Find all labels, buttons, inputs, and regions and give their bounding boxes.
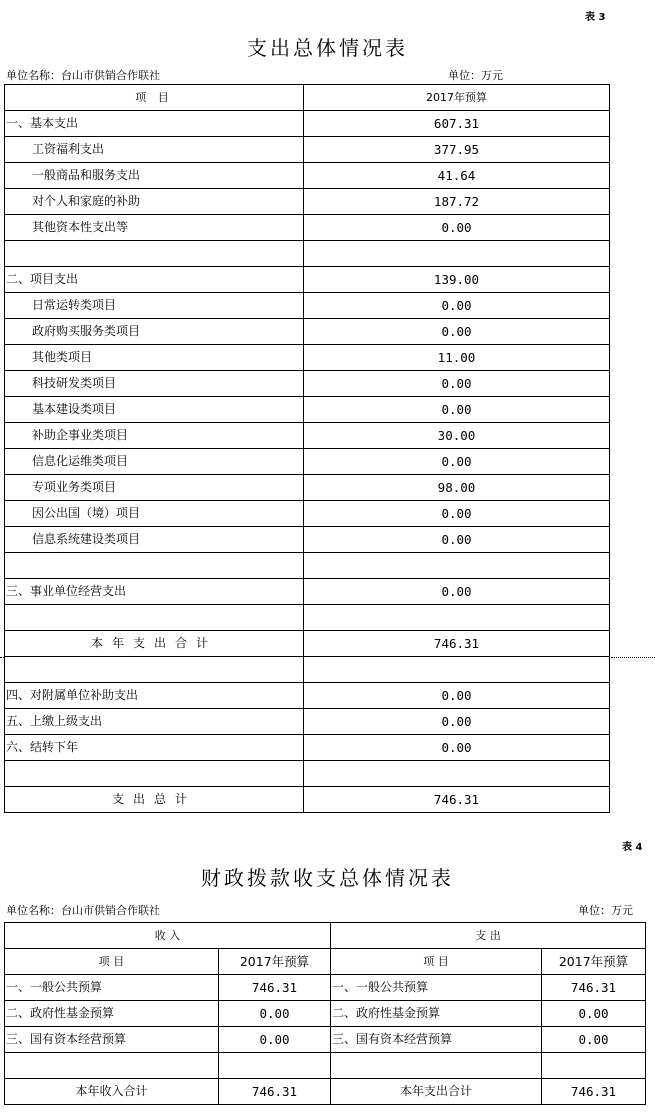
table4-row-expense-value: 0.00 (542, 1027, 646, 1053)
table3-row (5, 475, 610, 501)
table4-row-income: 二、政府性基金预算 (5, 1001, 219, 1027)
table4-expense-header: 支 出 (331, 923, 646, 949)
table3-unit: 单位：万元 (448, 69, 503, 82)
dotted-line-left (0, 657, 4, 658)
table4-row-income-value (219, 1053, 331, 1079)
table4-header-row (5, 949, 646, 975)
table3-row-label: 支出总计 (5, 787, 304, 813)
table3-row-value (304, 553, 610, 579)
table3-row-value: 0.00 (304, 527, 610, 553)
table3-row (5, 683, 610, 709)
table4-unit-name: 单位名称：台山市供销合作联社 (6, 904, 160, 917)
table4-tag: 表 4 (622, 842, 643, 853)
table3-row-value: 0.00 (304, 735, 610, 761)
table4-row-income-value: 0.00 (219, 1001, 331, 1027)
table3-row-value: 30.00 (304, 423, 610, 449)
table3-row (5, 709, 610, 735)
table3-header-row (5, 85, 610, 111)
table3-tag: 表 3 (585, 12, 606, 23)
table3-row-value (304, 241, 610, 267)
table3-row (5, 111, 610, 137)
table4-row (5, 1053, 646, 1079)
table4-income-col-budget: 2017年预算 (219, 949, 331, 975)
table4-row-expense: 二、政府性基金预算 (331, 1001, 542, 1027)
table3-row-value: 41.64 (304, 163, 610, 189)
table4-expense-col-item: 项 目 (331, 949, 542, 975)
table3-row (5, 189, 610, 215)
table3-row-label: 其他类项目 (5, 345, 304, 371)
table3-row-value: 0.00 (304, 371, 610, 397)
table4-section-row (5, 923, 646, 949)
table4-income-header: 收 入 (5, 923, 331, 949)
table4-row-income: 本年收入合计 (5, 1079, 219, 1105)
table4-income-col-item: 项 目 (5, 949, 219, 975)
table3-row-label: 二、项目支出 (5, 267, 304, 293)
table3-row-value: 11.00 (304, 345, 610, 371)
table3-row (5, 371, 610, 397)
table4-row-income: 一、一般公共预算 (5, 975, 219, 1001)
table4-row-income-value: 746.31 (219, 1079, 331, 1105)
table4-row-income-value: 0.00 (219, 1027, 331, 1053)
dotted-line-right (611, 657, 655, 658)
table3-col-item: 项 目 (5, 85, 304, 111)
table3-row (5, 449, 610, 475)
table3-row (5, 293, 610, 319)
table3-row-value (304, 657, 610, 683)
table3-row-value: 98.00 (304, 475, 610, 501)
table3-row-label: 其他资本性支出等 (5, 215, 304, 241)
table3-row-label: 五、上缴上级支出 (5, 709, 304, 735)
table3-row-value: 187.72 (304, 189, 610, 215)
table3-row-label: 日常运转类项目 (5, 293, 304, 319)
table3-row-label (5, 761, 304, 787)
table4-row-expense-value: 746.31 (542, 1079, 646, 1105)
table4-expense-col-budget: 2017年预算 (542, 949, 646, 975)
table3-row-label (5, 241, 304, 267)
table4-row-expense-value: 0.00 (542, 1001, 646, 1027)
table3-row (5, 215, 610, 241)
table4-row-expense-value (542, 1053, 646, 1079)
table3-row-label: 一、基本支出 (5, 111, 304, 137)
table3-row (5, 319, 610, 345)
table4-row-expense: 三、国有资本经营预算 (331, 1027, 542, 1053)
table3-row-label: 三、事业单位经营支出 (5, 579, 304, 605)
table3-row (5, 553, 610, 579)
table4-row-expense: 本年支出合计 (331, 1079, 542, 1105)
table3-row-value: 0.00 (304, 579, 610, 605)
table4-row (5, 1027, 646, 1053)
table4 (4, 922, 646, 1105)
table3-row-label (5, 553, 304, 579)
table3-row (5, 579, 610, 605)
table3-row-value: 746.31 (304, 787, 610, 813)
table4-row-expense: 一、一般公共预算 (331, 975, 542, 1001)
table3-row (5, 735, 610, 761)
table3-row-value: 0.00 (304, 215, 610, 241)
table3-row-label: 工资福利支出 (5, 137, 304, 163)
table3-row-value: 139.00 (304, 267, 610, 293)
table3-row-label: 六、结转下年 (5, 735, 304, 761)
table3-row-label: 一般商品和服务支出 (5, 163, 304, 189)
table4-title: 财政拨款收支总体情况表 (201, 866, 454, 890)
table3-row (5, 605, 610, 631)
table3-row (5, 657, 610, 683)
table3-col-budget: 2017年预算 (304, 85, 610, 111)
table3-row-label: 补助企事业类项目 (5, 423, 304, 449)
table3-row-label: 本年支出合计 (5, 631, 304, 657)
table3-row-label: 政府购买服务类项目 (5, 319, 304, 345)
table3-row-value: 0.00 (304, 683, 610, 709)
table3-row-label: 基本建设类项目 (5, 397, 304, 423)
table4-row-expense (331, 1053, 542, 1079)
table3-row-label: 四、对附属单位补助支出 (5, 683, 304, 709)
table3-row (5, 787, 610, 813)
table4-row-income-value: 746.31 (219, 975, 331, 1001)
table3-row-value: 607.31 (304, 111, 610, 137)
table3-row-label: 专项业务类项目 (5, 475, 304, 501)
table3-row-value: 0.00 (304, 293, 610, 319)
table3-row-value: 0.00 (304, 397, 610, 423)
table3-row-value: 0.00 (304, 501, 610, 527)
table3-title: 支出总体情况表 (247, 36, 408, 60)
table3-row (5, 345, 610, 371)
table3-row (5, 163, 610, 189)
table3 (4, 84, 610, 813)
table4-row (5, 975, 646, 1001)
table3-row (5, 397, 610, 423)
table3-row-label (5, 605, 304, 631)
table3-row (5, 267, 610, 293)
table3-row-label: 信息系统建设类项目 (5, 527, 304, 553)
table3-row-label: 科技研发类项目 (5, 371, 304, 397)
table3-row-label (5, 657, 304, 683)
table3-row-label: 因公出国（境）项目 (5, 501, 304, 527)
table3-row-label: 对个人和家庭的补助 (5, 189, 304, 215)
table3-row (5, 501, 610, 527)
table3-row (5, 761, 610, 787)
table3-row-value: 0.00 (304, 709, 610, 735)
table4-row-income: 三、国有资本经营预算 (5, 1027, 219, 1053)
table3-row (5, 423, 610, 449)
table3-unit-name: 单位名称：台山市供销合作联社 (6, 69, 160, 82)
table3-row-value: 0.00 (304, 449, 610, 475)
table3-row-value: 746.31 (304, 631, 610, 657)
table4-unit: 单位：万元 (578, 904, 633, 917)
table3-row (5, 527, 610, 553)
table3-row (5, 631, 610, 657)
table3-row-value (304, 761, 610, 787)
table3-row (5, 241, 610, 267)
table4-row-income (5, 1053, 219, 1079)
table3-row-value: 377.95 (304, 137, 610, 163)
table3-row-value (304, 605, 610, 631)
table4-row (5, 1079, 646, 1105)
table4-row-expense-value: 746.31 (542, 975, 646, 1001)
table3-row-value: 0.00 (304, 319, 610, 345)
table4-row (5, 1001, 646, 1027)
table3-row (5, 137, 610, 163)
table3-row-label: 信息化运维类项目 (5, 449, 304, 475)
